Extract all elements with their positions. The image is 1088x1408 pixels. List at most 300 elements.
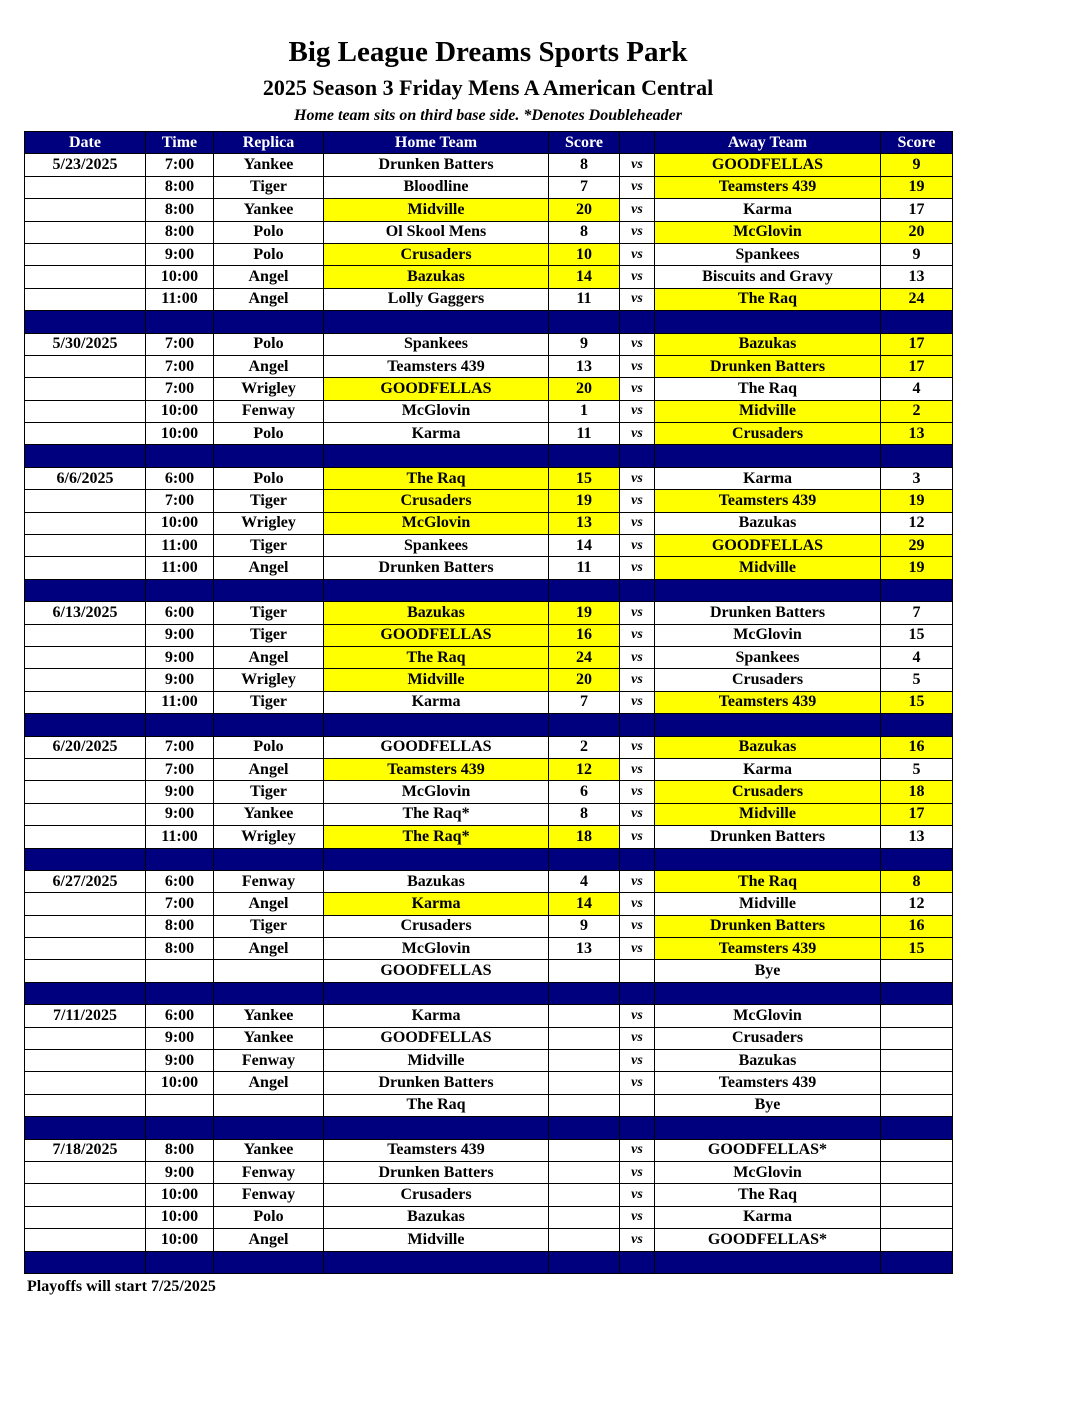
replica-field-cell	[214, 1094, 324, 1116]
game-row	[25, 758, 953, 780]
separator-cell	[25, 1117, 146, 1139]
vs-cell: vs	[620, 355, 655, 377]
date-cell	[25, 176, 146, 198]
separator-cell	[25, 579, 146, 601]
schedule-body	[25, 154, 953, 1274]
time-cell: 7:00	[146, 154, 214, 176]
home-team-cell: Teamsters 439	[324, 355, 549, 377]
home-score-cell	[549, 960, 620, 982]
home-score-cell	[549, 1005, 620, 1027]
date-cell	[25, 1206, 146, 1228]
date-cell	[25, 646, 146, 668]
time-cell: 10:00	[146, 1206, 214, 1228]
away-team-cell: Drunken Batters	[655, 915, 881, 937]
game-row	[25, 243, 953, 265]
separator-cell	[549, 982, 620, 1004]
home-score-cell: 11	[549, 423, 620, 445]
away-team-cell: Drunken Batters	[655, 355, 881, 377]
home-team-cell: GOODFELLAS	[324, 736, 549, 758]
vs-cell: vs	[620, 826, 655, 848]
separator-cell	[881, 848, 953, 870]
date-cell: 7/18/2025	[25, 1139, 146, 1161]
away-score-cell: 5	[881, 669, 953, 691]
separator-cell	[324, 311, 549, 333]
game-row	[25, 624, 953, 646]
date-cell	[25, 535, 146, 557]
date-cell	[25, 781, 146, 803]
away-team-cell: The Raq	[655, 870, 881, 892]
replica-field-cell: Yankee	[214, 803, 324, 825]
vs-cell: vs	[620, 1139, 655, 1161]
home-score-cell: 11	[549, 557, 620, 579]
away-team-cell: Teamsters 439	[655, 938, 881, 960]
away-team-cell: The Raq	[655, 1184, 881, 1206]
replica-field-cell	[214, 960, 324, 982]
away-score-cell	[881, 1005, 953, 1027]
away-score-cell: 17	[881, 803, 953, 825]
away-score-cell: 9	[881, 243, 953, 265]
vs-cell: vs	[620, 803, 655, 825]
separator-cell	[655, 445, 881, 467]
away-team-cell: Bazukas	[655, 333, 881, 355]
game-row	[25, 266, 953, 288]
home-team-cell: The Raq	[324, 467, 549, 489]
time-cell	[146, 960, 214, 982]
time-cell: 7:00	[146, 736, 214, 758]
home-team-cell: Crusaders	[324, 243, 549, 265]
game-row	[25, 669, 953, 691]
away-team-cell: Bye	[655, 960, 881, 982]
away-score-cell: 24	[881, 288, 953, 310]
home-score-cell: 8	[549, 221, 620, 243]
date-cell	[25, 1027, 146, 1049]
separator-cell	[549, 848, 620, 870]
week-separator	[25, 445, 953, 467]
date-cell	[25, 938, 146, 960]
date-cell	[25, 221, 146, 243]
date-cell	[25, 490, 146, 512]
date-cell	[25, 915, 146, 937]
separator-cell	[549, 714, 620, 736]
away-score-cell: 16	[881, 915, 953, 937]
separator-cell	[655, 579, 881, 601]
replica-field-cell: Tiger	[214, 915, 324, 937]
date-cell: 6/20/2025	[25, 736, 146, 758]
schedule-note: Home team sits on third base side. *Denotes Doubleheader	[294, 107, 682, 124]
separator-cell	[881, 579, 953, 601]
away-team-cell: GOODFELLAS*	[655, 1229, 881, 1251]
week-separator	[25, 848, 953, 870]
column-header-home-score: Score	[549, 132, 620, 154]
time-cell: 9:00	[146, 1161, 214, 1183]
home-team-cell: Crusaders	[324, 490, 549, 512]
time-cell: 8:00	[146, 938, 214, 960]
separator-cell	[620, 714, 655, 736]
home-team-cell: Midville	[324, 1050, 549, 1072]
home-team-cell: The Raq	[324, 646, 549, 668]
time-cell: 8:00	[146, 915, 214, 937]
date-cell	[25, 355, 146, 377]
separator-cell	[620, 1117, 655, 1139]
replica-field-cell: Wrigley	[214, 378, 324, 400]
away-team-cell: The Raq	[655, 288, 881, 310]
separator-cell	[214, 982, 324, 1004]
home-score-cell	[549, 1050, 620, 1072]
replica-field-cell: Fenway	[214, 1161, 324, 1183]
separator-cell	[324, 579, 549, 601]
home-team-cell: Karma	[324, 893, 549, 915]
replica-field-cell: Polo	[214, 333, 324, 355]
game-row	[25, 378, 953, 400]
away-team-cell: McGlovin	[655, 1161, 881, 1183]
replica-field-cell: Polo	[214, 736, 324, 758]
away-score-cell: 12	[881, 512, 953, 534]
vs-cell: vs	[620, 199, 655, 221]
date-cell: 7/11/2025	[25, 1005, 146, 1027]
game-row	[25, 1229, 953, 1251]
playoffs-note: Playoffs will start 7/25/2025	[27, 1278, 216, 1295]
time-cell: 6:00	[146, 602, 214, 624]
replica-field-cell: Polo	[214, 423, 324, 445]
away-score-cell: 19	[881, 176, 953, 198]
home-score-cell: 8	[549, 154, 620, 176]
time-cell: 6:00	[146, 1005, 214, 1027]
date-cell	[25, 557, 146, 579]
game-row	[25, 691, 953, 713]
home-score-cell	[549, 1184, 620, 1206]
away-score-cell: 19	[881, 557, 953, 579]
replica-field-cell: Yankee	[214, 199, 324, 221]
away-score-cell	[881, 1184, 953, 1206]
separator-cell	[146, 311, 214, 333]
separator-cell	[620, 579, 655, 601]
away-team-cell: Midville	[655, 803, 881, 825]
date-cell	[25, 893, 146, 915]
separator-cell	[655, 982, 881, 1004]
game-row	[25, 960, 953, 982]
vs-cell: vs	[620, 154, 655, 176]
date-cell	[25, 288, 146, 310]
away-team-cell: Teamsters 439	[655, 1072, 881, 1094]
time-cell	[146, 1094, 214, 1116]
week-separator	[25, 982, 953, 1004]
date-cell	[25, 1161, 146, 1183]
game-row	[25, 490, 953, 512]
date-cell	[25, 1184, 146, 1206]
separator-cell	[324, 445, 549, 467]
separator-cell	[214, 1251, 324, 1273]
home-team-cell: Teamsters 439	[324, 1139, 549, 1161]
home-score-cell: 7	[549, 691, 620, 713]
replica-field-cell: Tiger	[214, 624, 324, 646]
away-score-cell: 13	[881, 826, 953, 848]
time-cell: 10:00	[146, 1184, 214, 1206]
date-cell	[25, 266, 146, 288]
away-score-cell	[881, 1050, 953, 1072]
game-row	[25, 1139, 953, 1161]
separator-cell	[146, 1117, 214, 1139]
separator-cell	[881, 982, 953, 1004]
home-score-cell: 12	[549, 758, 620, 780]
replica-field-cell: Polo	[214, 467, 324, 489]
away-team-cell: McGlovin	[655, 221, 881, 243]
away-team-cell: Crusaders	[655, 781, 881, 803]
home-score-cell	[549, 1229, 620, 1251]
away-score-cell: 18	[881, 781, 953, 803]
replica-field-cell: Tiger	[214, 535, 324, 557]
game-row	[25, 467, 953, 489]
replica-field-cell: Tiger	[214, 691, 324, 713]
separator-cell	[214, 445, 324, 467]
vs-cell: vs	[620, 691, 655, 713]
vs-cell: vs	[620, 1027, 655, 1049]
replica-field-cell: Wrigley	[214, 669, 324, 691]
separator-cell	[146, 982, 214, 1004]
home-team-cell: Drunken Batters	[324, 1072, 549, 1094]
home-team-cell: Bloodline	[324, 176, 549, 198]
away-team-cell: GOODFELLAS*	[655, 1139, 881, 1161]
game-row	[25, 736, 953, 758]
column-header-away-score: Score	[881, 132, 953, 154]
separator-cell	[620, 445, 655, 467]
separator-cell	[146, 848, 214, 870]
away-team-cell: Crusaders	[655, 1027, 881, 1049]
away-team-cell: McGlovin	[655, 1005, 881, 1027]
away-team-cell: Bazukas	[655, 1050, 881, 1072]
away-score-cell: 12	[881, 893, 953, 915]
date-cell: 5/23/2025	[25, 154, 146, 176]
replica-field-cell: Fenway	[214, 400, 324, 422]
away-team-cell: Crusaders	[655, 423, 881, 445]
replica-field-cell: Yankee	[214, 1139, 324, 1161]
separator-cell	[324, 1117, 549, 1139]
vs-cell: vs	[620, 870, 655, 892]
week-separator	[25, 1117, 953, 1139]
separator-cell	[549, 1251, 620, 1273]
vs-cell: vs	[620, 490, 655, 512]
away-team-cell: Spankees	[655, 646, 881, 668]
away-score-cell: 4	[881, 646, 953, 668]
separator-cell	[25, 311, 146, 333]
home-score-cell: 14	[549, 266, 620, 288]
away-team-cell: Spankees	[655, 243, 881, 265]
home-team-cell: Crusaders	[324, 915, 549, 937]
home-team-cell: Bazukas	[324, 1206, 549, 1228]
vs-cell: vs	[620, 176, 655, 198]
replica-field-cell: Fenway	[214, 1050, 324, 1072]
away-score-cell	[881, 1229, 953, 1251]
date-cell: 6/13/2025	[25, 602, 146, 624]
home-score-cell: 10	[549, 243, 620, 265]
away-score-cell: 9	[881, 154, 953, 176]
vs-cell: vs	[620, 467, 655, 489]
game-row	[25, 915, 953, 937]
away-score-cell	[881, 1072, 953, 1094]
away-score-cell: 17	[881, 333, 953, 355]
away-score-cell	[881, 1139, 953, 1161]
game-row	[25, 1072, 953, 1094]
date-cell	[25, 960, 146, 982]
vs-cell: vs	[620, 557, 655, 579]
home-team-cell: Bazukas	[324, 602, 549, 624]
home-team-cell: Karma	[324, 1005, 549, 1027]
time-cell: 8:00	[146, 1139, 214, 1161]
vs-cell: vs	[620, 400, 655, 422]
date-cell	[25, 243, 146, 265]
week-separator	[25, 1251, 953, 1273]
time-cell: 10:00	[146, 266, 214, 288]
away-score-cell	[881, 1206, 953, 1228]
time-cell: 9:00	[146, 669, 214, 691]
home-score-cell: 13	[549, 512, 620, 534]
vs-cell: vs	[620, 1050, 655, 1072]
separator-cell	[620, 982, 655, 1004]
separator-cell	[214, 579, 324, 601]
time-cell: 7:00	[146, 490, 214, 512]
home-team-cell: Bazukas	[324, 870, 549, 892]
home-team-cell: Crusaders	[324, 1184, 549, 1206]
game-row	[25, 1027, 953, 1049]
home-team-cell: Karma	[324, 691, 549, 713]
separator-cell	[25, 848, 146, 870]
home-score-cell	[549, 1072, 620, 1094]
separator-cell	[146, 579, 214, 601]
home-team-cell: GOODFELLAS	[324, 960, 549, 982]
vs-cell: vs	[620, 221, 655, 243]
separator-cell	[881, 311, 953, 333]
home-score-cell: 15	[549, 467, 620, 489]
column-header-home-team: Home Team	[324, 132, 549, 154]
home-team-cell: Lolly Gaggers	[324, 288, 549, 310]
away-score-cell: 19	[881, 490, 953, 512]
game-row	[25, 176, 953, 198]
game-row	[25, 602, 953, 624]
away-team-cell: Crusaders	[655, 669, 881, 691]
separator-cell	[214, 714, 324, 736]
replica-field-cell: Fenway	[214, 1184, 324, 1206]
separator-cell	[881, 714, 953, 736]
separator-cell	[146, 714, 214, 736]
home-score-cell	[549, 1161, 620, 1183]
away-team-cell: Karma	[655, 1206, 881, 1228]
time-cell: 9:00	[146, 243, 214, 265]
home-team-cell: Midville	[324, 199, 549, 221]
game-row	[25, 826, 953, 848]
game-row	[25, 1005, 953, 1027]
home-score-cell: 18	[549, 826, 620, 848]
away-score-cell: 29	[881, 535, 953, 557]
date-cell	[25, 758, 146, 780]
page-subtitle: 2025 Season 3 Friday Mens A American Central	[262, 75, 714, 100]
home-team-cell: Midville	[324, 669, 549, 691]
home-score-cell: 19	[549, 490, 620, 512]
away-team-cell: Teamsters 439	[655, 490, 881, 512]
vs-cell: vs	[620, 624, 655, 646]
away-score-cell: 15	[881, 938, 953, 960]
home-team-cell: GOODFELLAS	[324, 1027, 549, 1049]
game-row	[25, 400, 953, 422]
home-team-cell: McGlovin	[324, 512, 549, 534]
home-team-cell: Spankees	[324, 535, 549, 557]
time-cell: 8:00	[146, 176, 214, 198]
game-row	[25, 333, 953, 355]
away-team-cell: Karma	[655, 758, 881, 780]
time-cell: 9:00	[146, 646, 214, 668]
time-cell: 6:00	[146, 467, 214, 489]
home-score-cell: 13	[549, 938, 620, 960]
away-score-cell: 13	[881, 423, 953, 445]
column-header-replica: Replica	[214, 132, 324, 154]
separator-cell	[25, 982, 146, 1004]
separator-cell	[146, 1251, 214, 1273]
away-team-cell: Bazukas	[655, 512, 881, 534]
home-team-cell: Bazukas	[324, 266, 549, 288]
away-team-cell: Midville	[655, 893, 881, 915]
vs-cell: vs	[620, 288, 655, 310]
home-score-cell: 24	[549, 646, 620, 668]
date-cell	[25, 1050, 146, 1072]
separator-cell	[655, 1117, 881, 1139]
away-team-cell: Drunken Batters	[655, 826, 881, 848]
replica-field-cell: Yankee	[214, 1027, 324, 1049]
vs-cell: vs	[620, 1005, 655, 1027]
separator-cell	[655, 311, 881, 333]
replica-field-cell: Fenway	[214, 870, 324, 892]
game-row	[25, 870, 953, 892]
separator-cell	[146, 445, 214, 467]
week-separator	[25, 579, 953, 601]
time-cell: 7:00	[146, 333, 214, 355]
time-cell: 9:00	[146, 1027, 214, 1049]
home-score-cell: 16	[549, 624, 620, 646]
time-cell: 10:00	[146, 423, 214, 445]
home-team-cell: Karma	[324, 423, 549, 445]
date-cell	[25, 423, 146, 445]
vs-cell	[620, 960, 655, 982]
game-row	[25, 512, 953, 534]
replica-field-cell: Tiger	[214, 176, 324, 198]
separator-cell	[324, 1251, 549, 1273]
game-row	[25, 781, 953, 803]
separator-cell	[25, 445, 146, 467]
home-score-cell: 8	[549, 803, 620, 825]
replica-field-cell: Tiger	[214, 490, 324, 512]
away-team-cell: GOODFELLAS	[655, 535, 881, 557]
replica-field-cell: Angel	[214, 266, 324, 288]
replica-field-cell: Wrigley	[214, 512, 324, 534]
separator-cell	[655, 848, 881, 870]
separator-cell	[655, 714, 881, 736]
away-score-cell: 7	[881, 602, 953, 624]
vs-cell: vs	[620, 1229, 655, 1251]
game-row	[25, 1050, 953, 1072]
away-team-cell: The Raq	[655, 378, 881, 400]
date-cell: 6/27/2025	[25, 870, 146, 892]
away-team-cell: Drunken Batters	[655, 602, 881, 624]
home-team-cell: Teamsters 439	[324, 758, 549, 780]
game-row	[25, 1184, 953, 1206]
home-score-cell: 19	[549, 602, 620, 624]
home-score-cell: 9	[549, 333, 620, 355]
week-separator	[25, 714, 953, 736]
home-team-cell: McGlovin	[324, 938, 549, 960]
separator-cell	[214, 848, 324, 870]
game-row	[25, 1206, 953, 1228]
date-cell	[25, 400, 146, 422]
vs-cell: vs	[620, 423, 655, 445]
vs-cell: vs	[620, 1161, 655, 1183]
home-score-cell: 9	[549, 915, 620, 937]
